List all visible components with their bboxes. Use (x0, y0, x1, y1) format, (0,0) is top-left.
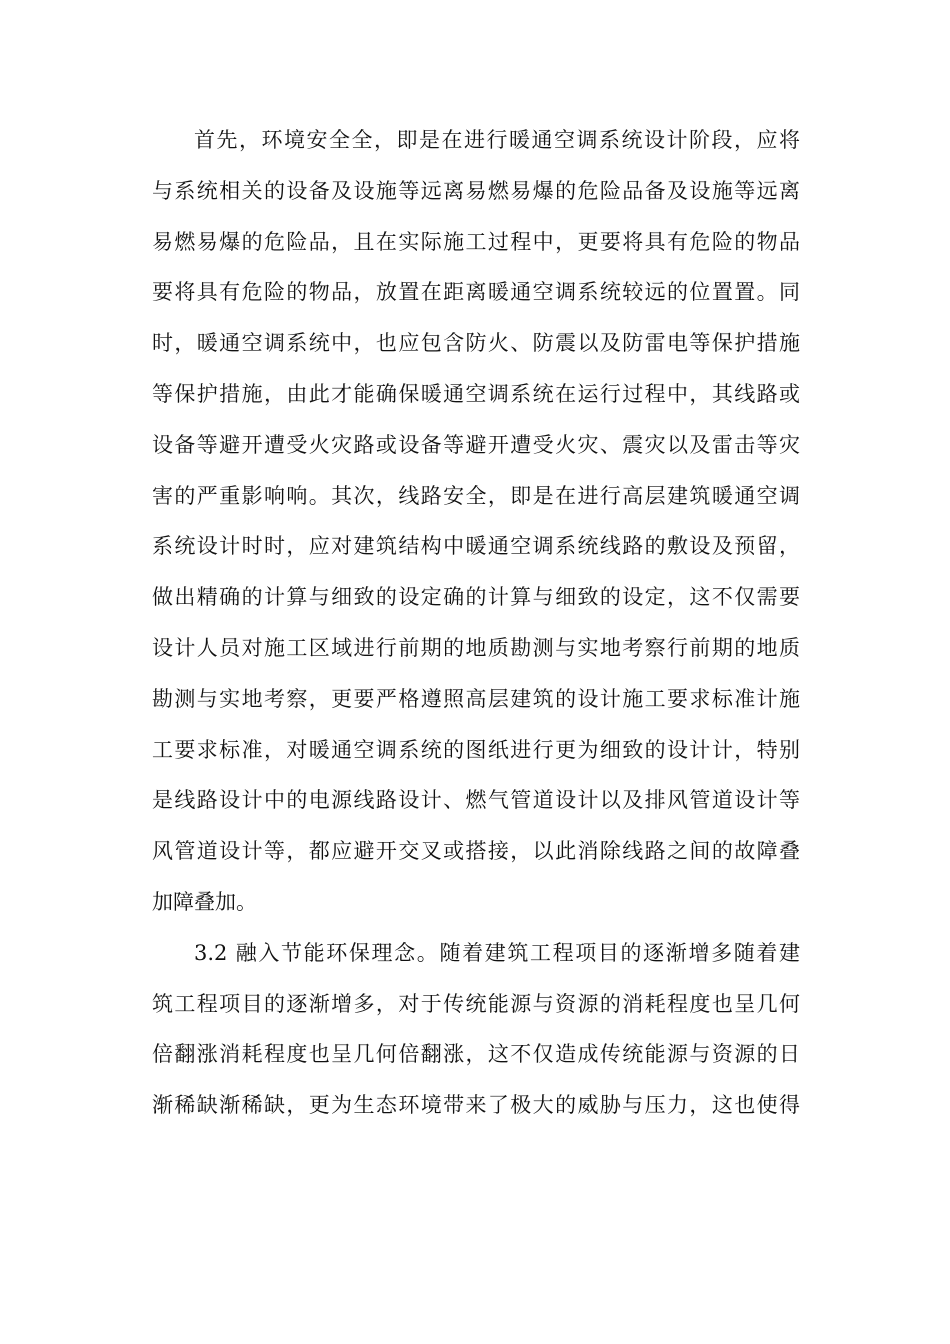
text-line-4: 要将具有危险的物品，放置在距离暖通空调系统较远的位置置。同 (152, 280, 800, 305)
text-line-7: 设备等避开遭受火灾路或设备等避开遭受火灾、震灾以及雷击等灾 (152, 432, 800, 457)
text-line-6: 等保护措施，由此才能确保暖通空调系统在运行过程中，其线路或 (152, 381, 800, 406)
text-line-2: 与系统相关的设备及设施等远离易燃易爆的危险品备及设施等远离 (152, 178, 800, 203)
text-line-15: 风管道设计等，都应避开交叉或搭接，以此消除线路之间的故障叠 (152, 839, 800, 864)
text-line-13: 工要求标准，对暖通空调系统的图纸进行更为细致的设计计，特别 (152, 737, 800, 762)
text-line-8: 害的严重影响响。其次，线路安全，即是在进行高层建筑暖通空调 (152, 483, 800, 508)
text-line-17: 3.2 融入节能环保理念。随着建筑工程项目的逐渐增多随着建 (194, 940, 800, 965)
text-line-3: 易燃易爆的危险品，且在实际施工过程中，更要将具有危险的物品 (152, 229, 800, 254)
text-line-11: 设计人员对施工区域进行前期的地质勘测与实地考察行前期的地质 (152, 635, 800, 660)
text-line-12: 勘测与实地考察，更要严格遵照高层建筑的设计施工要求标准计施 (152, 686, 800, 711)
text-line-9: 系统设计时时，应对建筑结构中暖通空调系统线路的敷设及预留， (152, 534, 800, 559)
text-line-5: 时，暖通空调系统中，也应包含防火、防震以及防雷电等保护措施 (152, 331, 800, 356)
text-line-14: 是线路设计中的电源线路设计、燃气管道设计以及排风管道设计等 (152, 788, 800, 813)
text-line-18: 筑工程项目的逐渐增多，对于传统能源与资源的消耗程度也呈几何 (152, 991, 800, 1016)
body-text (152, 115, 800, 1131)
text-line-19: 倍翻涨消耗程度也呈几何倍翻涨，这不仅造成传统能源与资源的日 (152, 1042, 800, 1067)
text-line-1: 首先，环境安全全，即是在进行暖通空调系统设计阶段，应将 (194, 128, 800, 152)
text-line-16: 加障叠加。 (152, 889, 257, 914)
text-line-10: 做出精确的计算与细致的设定确的计算与细致的设定，这不仅需要 (152, 585, 800, 610)
text-line-20: 渐稀缺渐稀缺，更为生态环境带来了极大的威胁与压力，这也使得 (152, 1093, 800, 1118)
